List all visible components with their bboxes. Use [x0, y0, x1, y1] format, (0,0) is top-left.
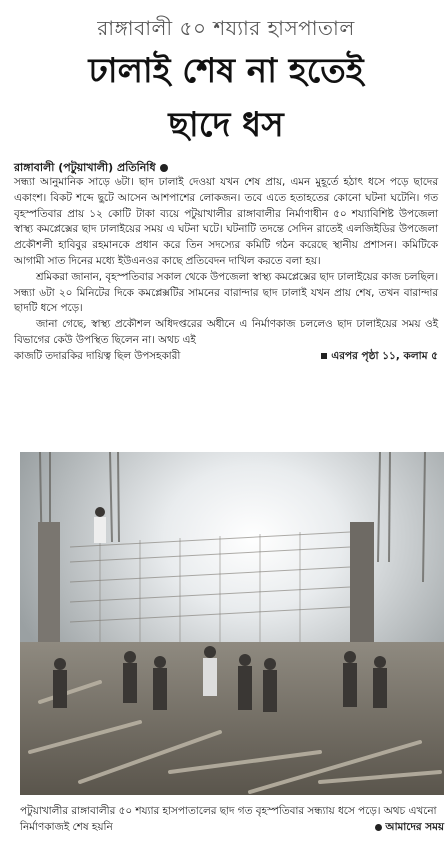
bullet-icon — [375, 824, 382, 831]
photo-credit — [375, 819, 444, 835]
paragraph-3: জানা গেছে, স্বাস্থ্য প্রকৌশল অধিদপ্তরের অধীনে এ নির্মাণকাজ চললেও ছাদ ঢালাইয়ের সময় ওই বিভাগের কেউ উপস্থিত ছিলেন না। অথচ এই — [14, 318, 438, 346]
photo-caption — [20, 803, 444, 835]
article-body — [14, 175, 438, 349]
credit-text: আমাদের সময় — [385, 821, 444, 833]
headline-line-2: ছাদে ধস — [168, 105, 284, 145]
caption-text: পটুয়াখালীর রাঙ্গাবালীর ৫০ শয্যার হাসপাতালের ছাদ গত বৃহস্পতিবার সন্ধ্যায় ধসে পড়ে। অথচ এখনো নির্মাণকাজই শেষ হয়নি — [20, 805, 437, 833]
continued-link[interactable] — [321, 349, 438, 365]
byline-text: রাঙ্গাবালী (পটুয়াখালী) প্রতিনিধি — [14, 161, 156, 174]
kicker: রাঙ্গাবালী ৫০ শয্যার হাসপাতাল — [97, 16, 355, 40]
paragraph-1: সন্ধ্যা আনুমানিক সাড়ে ৬টা। ছাদ ঢালাই দেওয়া যখন শেষ প্রায়, এমন মুহূর্তে হঠাৎ ধসে পড়ে ছাদের একাংশ। বিকট শব্দে ছুটে আসেন আশপাশের লোকজন। তবে এতে হতাহতের কোনো ঘটনা ঘটেনি। গত বৃহস্পতিবার প্রায় ১২ কোটি টাকা ব্যয়ে পটুয়াখালীর রাঙ্গাবালীর নির্মাণাধীন ৫০ শয্যাবিশিষ্ট উপজেলা স্বাস্থ্য কমপ্লেক্সের ছাদ ঢালাইয়ের সময় এ ঘটনা ঘটে। ঘটনাটি তদন্তে সেদিন রাতেই এলজিইডির উপজেলা প্রকৌশলী হাবিবুর রহমানকে প্রধান করে তিন সদস্যের কমিটি গঠন করেছে স্থানীয় প্রশাসন। কমিটিকে আগামী সাত দিনের মধ্যে ইউএনওর কাছে প্রতিবেদন দাখিল করতে বলা হয়। — [14, 176, 438, 267]
continued-text: এরপর পৃষ্ঠা ১১, কলাম ৫ — [331, 349, 438, 362]
bullet-icon — [160, 164, 168, 172]
byline — [14, 160, 438, 175]
last-line: কাজটি তদারকির দায়িত্ব ছিল উপসহকারী — [14, 349, 181, 362]
paragraph-2: শ্রমিকরা জানান, বৃহস্পতিবার সকাল থেকে উপজেলা স্বাস্থ্য কমপ্লেক্সের ছাদ ঢালাইয়ের কাজ চলছিল। সন্ধ্যা ৬টা ২০ মিনিটের দিকে কমপ্লেক্সটির সামনের বারান্দার ছাদ ঢালাই যখন প্রায় শেষ, তখন বারান্দার ছাদটি ধসে পড়ে। — [14, 270, 438, 315]
continuation-row — [14, 349, 438, 365]
collapse-photo — [20, 452, 444, 795]
square-bullet-icon — [321, 353, 327, 359]
headline — [14, 44, 438, 152]
headline-line-1: ঢালাই শেষ না হতেই — [88, 51, 364, 91]
construction-site-illustration — [20, 452, 444, 795]
